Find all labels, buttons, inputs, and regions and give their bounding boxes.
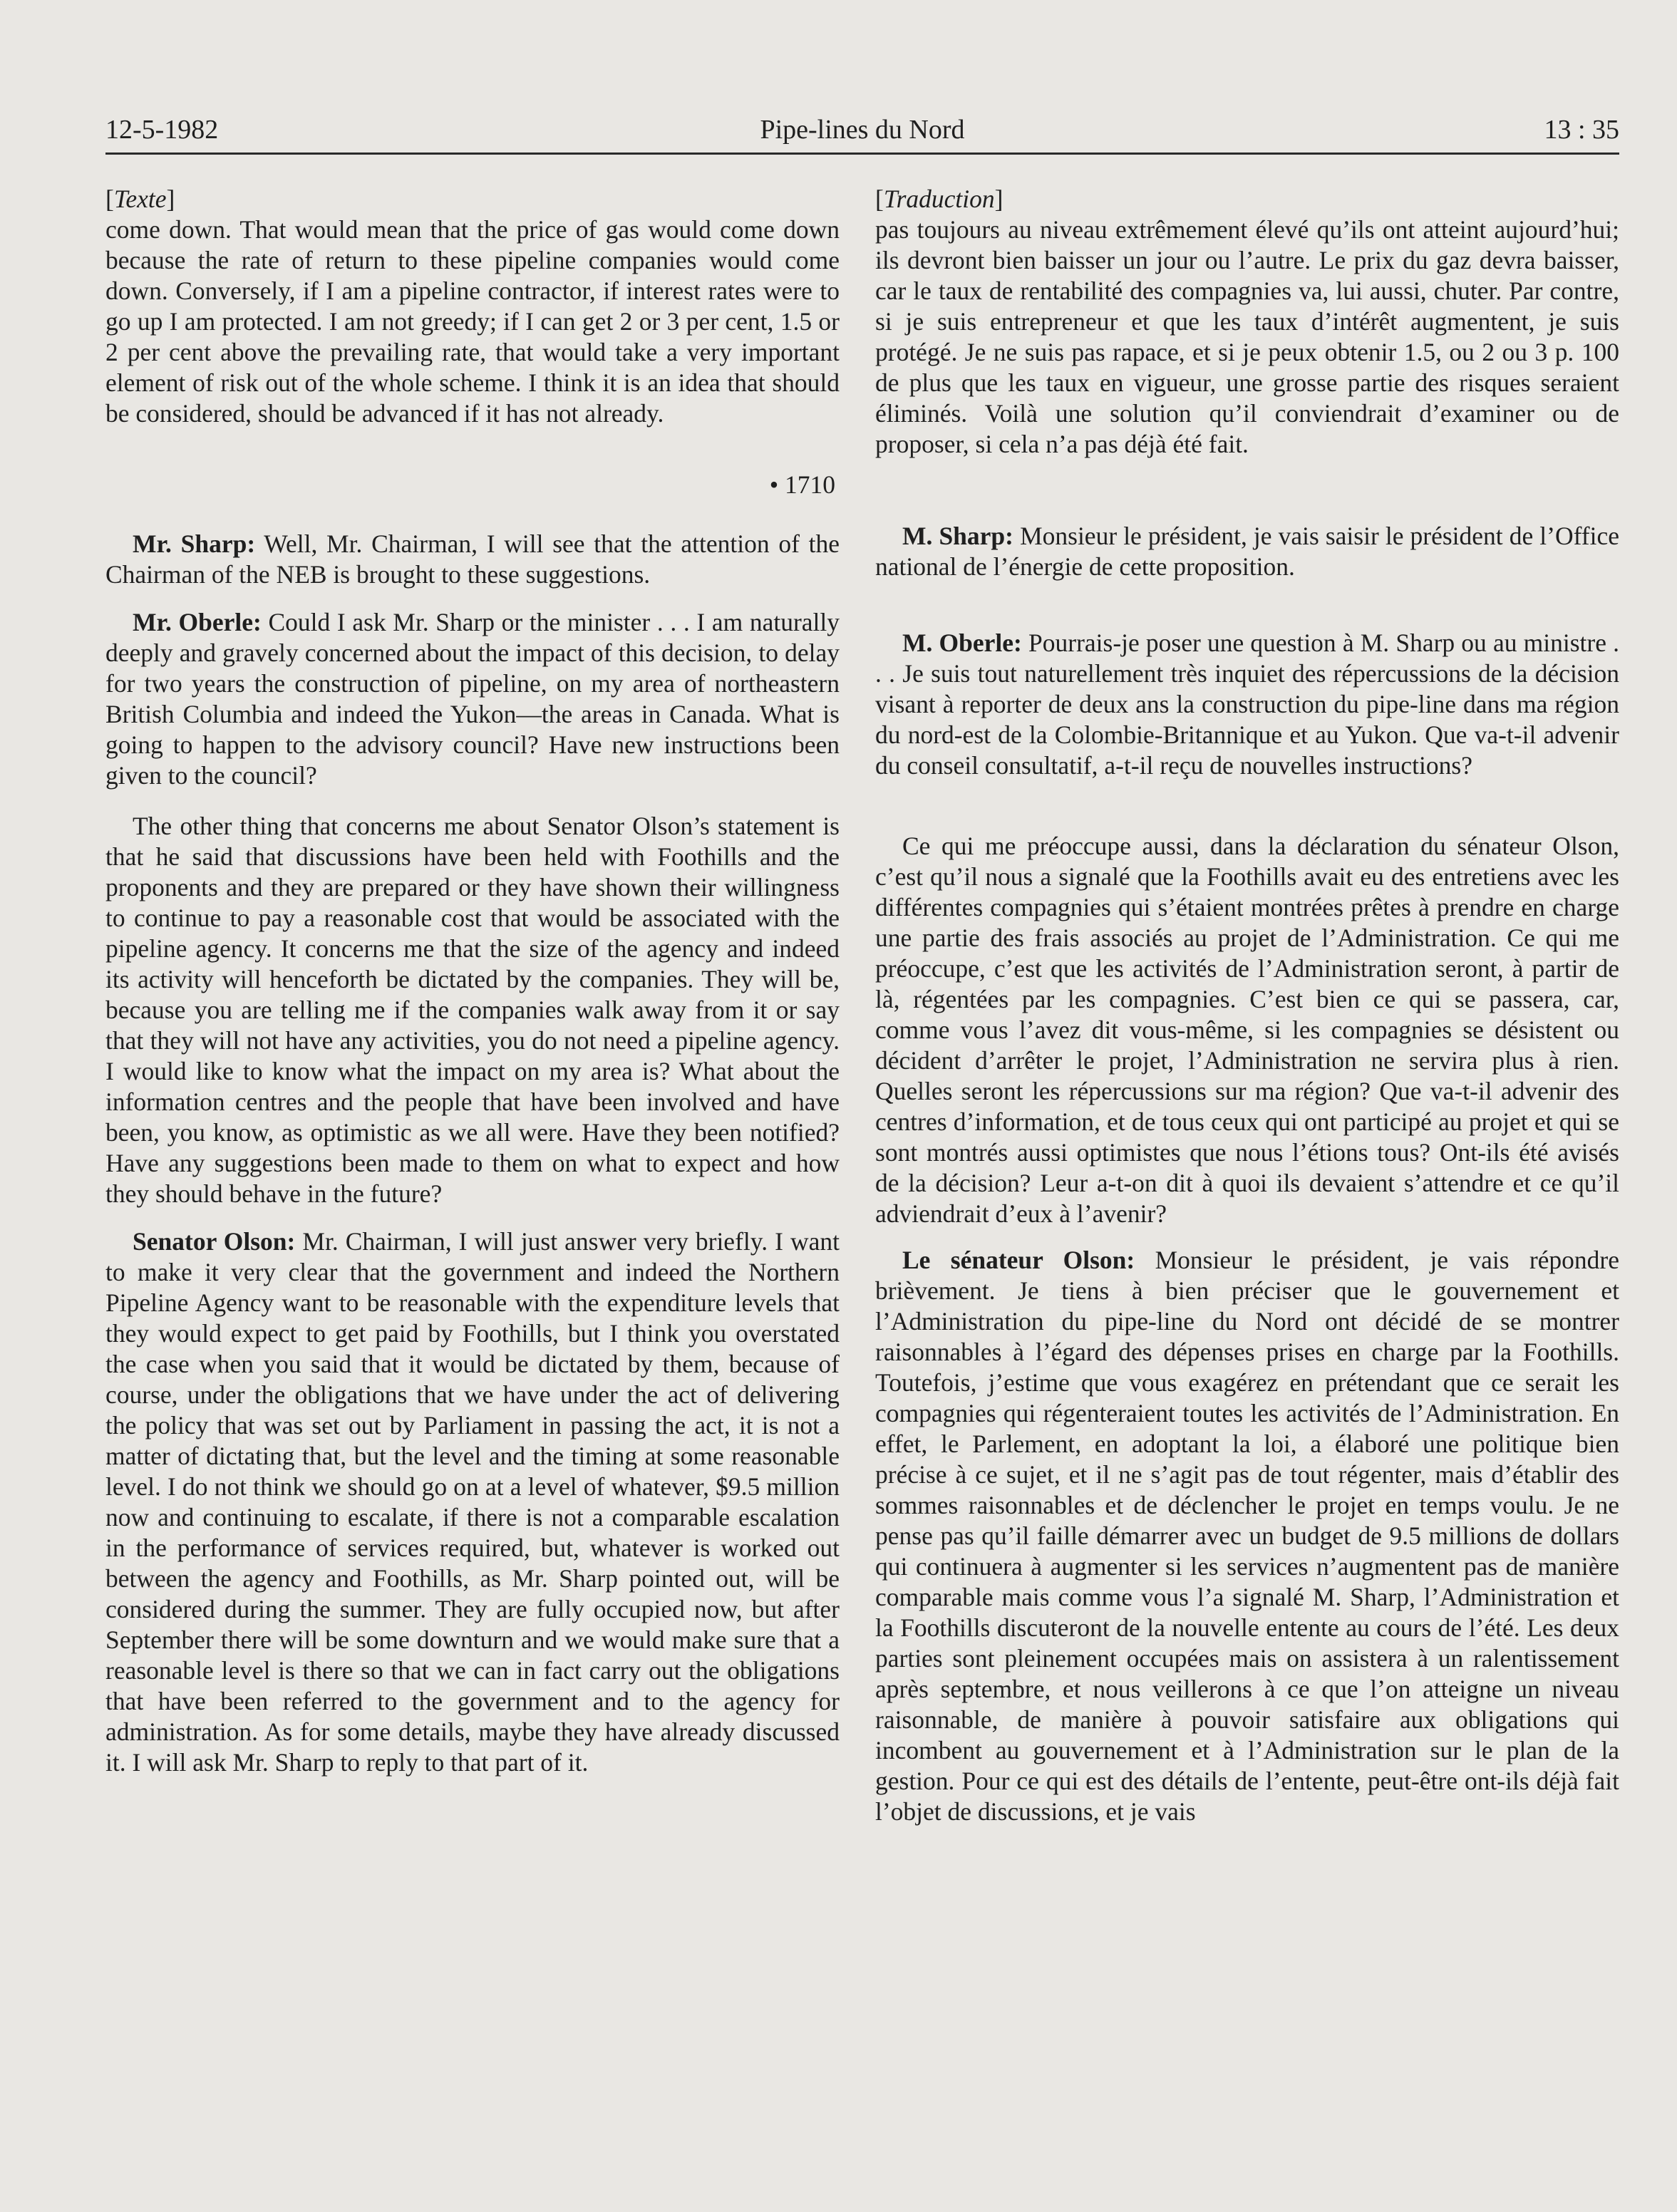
speaker-name: Senator Olson: xyxy=(133,1227,296,1256)
french-column xyxy=(875,184,1619,1827)
header-page-number: 13 : 35 xyxy=(1544,115,1619,145)
header-date: 12-5-1982 xyxy=(105,115,219,145)
speech-oberle-continued: The other thing that concerns me about Senator Olson’s statement is that he said that discussions have been held with Foothills and the proponents and they are prepared or they have shown their willingness to continue to pay a reasonable cost that would be associated with the pipeline agency. It concerns me that the size of the agency and indeed its activity will henceforth be dictated by the companies. They will be, because you are telling me if the companies walk away from it or say that they will not have any activities, you do not need a pipeline agency. I would like to know what the impact on my area is? What about the information centres and the people that have been involved and have been, you know, as optimistic as we all were. Have they been notified? Have any suggestions been made to them on what to expect and how they should behave in the future? xyxy=(105,812,840,1208)
speech-oberle xyxy=(105,607,840,791)
section-tag: [Traduction] xyxy=(875,185,1003,213)
section-tag: [Texte] xyxy=(105,185,175,213)
section-tag-label: Traduction xyxy=(883,185,995,213)
speaker-name: Mr. Sharp: xyxy=(133,529,256,558)
speech-olson xyxy=(105,1226,840,1778)
speaker-name: M. Sharp: xyxy=(902,522,1013,550)
speaker-name: M. Oberle: xyxy=(902,629,1022,657)
speaker-name: Mr. Oberle: xyxy=(133,608,262,636)
speaker-name: Le sénateur Olson: xyxy=(902,1246,1135,1274)
speech-sharp xyxy=(105,529,840,590)
paragraph-continuation: pas toujours au niveau extrêmement élevé qu’ils ont atteint aujourd’hui; ils devront bien baisser un jour ou l’autre. Le prix du gaz devra baisser, car le taux de rentabilité des compagnies va, lui aussi, chuter. Par contre, si je suis entrepreneur et que les taux d’intérêt augmentent, je suis protégé. Je ne suis pas rapace, et si je peux obtenir 1.5, ou 2 ou 3 p. 100 de plus que les taux en vigueur, une grosse partie des risques seraient éliminés. Voilà une solution qu’il conviendrait d’examiner ou de proposer, si cela n’a pas déjà été fait. xyxy=(875,215,1619,458)
paragraph-continuation: come down. That would mean that the price of gas would come down because the rate of return to these pipeline companies would come down. Conversely, if I am a pipeline contractor, if interest rates were to go up I am protected. I am not greedy; if I can get 2 or 3 per cent, 1.5 or 2 per cent above the prevailing rate, that would take a very important element of risk out of the whole scheme. I think it is an idea that should be considered, should be advanced if it has not already. xyxy=(105,215,840,428)
speech-oberle-continued: Ce qui me préoccupe aussi, dans la déclaration du sénateur Olson, c’est qu’il nous a signalé que la Foothills avait eu des entretiens avec les différentes compagnies qui s’étaient montrées prêtes à prendre en charge une partie des frais associés au projet de l’Administration. Ce qui me préoccupe, c’est que les activités de l’Administration seront, à partir de là, régentées par les compagnies. C’est bien ce qui se passera, car, comme vous l’avez dit vous-même, si les compagnies se désistent ou décident d’arrêter le projet, l’Administration ne servira plus à rien. Quelles seront les répercussions sur ma région? Que va-t-il advenir des centres d’information, et de tous ceux qui ont participé au projet et qui se sont montrés aussi optimistes que nous l’étions tous? Ont-ils été avisés de la décision? Leur a-t-on dit à quoi ils devaient s’attendre et ce qu’il adviendrait d’eux à l’avenir? xyxy=(875,832,1619,1228)
speech-text: Could I ask Mr. Sharp or the minister . . . I am naturally deeply and gravely concerned about the impact of this decision, to delay for two years the construction of pipeline, on my area of northeastern British Columbia and indeed the Yukon—the areas in Canada. What is going to happen to the advisory council? Have new instructions been given to the council? xyxy=(105,608,840,790)
speech-olson xyxy=(875,1245,1619,1827)
header-title: Pipe-lines du Nord xyxy=(760,115,965,145)
speech-text: Mr. Chairman, I will just answer very briefly. I want to make it very clear that the government and indeed the Northern Pipeline Agency want to be reasonable with the expenditure levels that they would expect to get paid by Foothills, but I think you overstated the case when you said that it would be dictated by them, because of course, under the obligations that we have under the act of delivering the policy that was set out by Parliament in passing the act, it is not a matter of dictating that, but the level and the timing at some reasonable level. I do not think we should go on at a level of whatever, $9.5 million now and continuing to escalate, if there is not a comparable escalation in the performance of services required, but, whatever is worked out between the agency and Foothills, as Mr. Sharp pointed out, will be considered during the summer. They are fully occupied now, but after September there will be some downturn and we would make sure that a reasonable level is there so that we can in fact carry out the obligations that have been referred to the government and to the agency for administration. As for some details, maybe they have already discussed it. I will ask Mr. Sharp to reply to that part of it. xyxy=(105,1227,840,1777)
speech-text: Well, Mr. Chairman, I will see that the attention of the Chairman of the NEB is brought to these suggestions. xyxy=(105,529,840,589)
time-marker: • 1710 xyxy=(769,470,835,499)
english-column xyxy=(105,184,840,1778)
speech-text: Monsieur le président, je vais répondre brièvement. Je tiens à bien préciser que le gouvernement et l’Administration du pipe-line du Nord ont décidé de se montrer raisonnables à l’égard des dépenses prises en charge par la Foothills. Toutefois, j’estime que vous exagérez en prétendant que ce serait les compagnies qui régenteraient toutes les activités de l’Administration. En effet, le Parlement, en adoptant la loi, a élaboré une politique bien précise à ce sujet, et il ne s’agit pas de tout régenter, mais d’établir des sommes raisonnables et de déclencher le projet en temps voulu. Je ne pense pas qu’il faille démarrer avec un budget de 9.5 millions de dollars qui continuera à augmenter si les services n’augmentent pas de manière comparable mais comme vous l’a signalé M. Sharp, l’Administration et la Foothills discuteront de la nouvelle entente au cours de l’été. Les deux parties sont pleinement occupées mais on assistera à un ralentissement après septembre, et nous veillerons à ce que l’on atteigne un niveau raisonnable, de manière à pouvoir satisfaire aux obligations qui incombent au gouvernement et à l’Administration sur le plan de la gestion. Pour ce qui est des détails de l’entente, peut-être ont-ils déjà fait l’objet de discussions, et je vais xyxy=(875,1246,1620,1826)
section-tag-label: Texte xyxy=(113,185,167,213)
speech-oberle xyxy=(875,628,1619,781)
speech-sharp xyxy=(875,521,1619,582)
running-header xyxy=(105,113,1619,155)
speech-text: Monsieur le président, je vais saisir le président de l’Office national de l’énergie de cette proposition. xyxy=(875,522,1619,581)
speech-text: Pourrais-je poser une question à M. Sharp ou au ministre . . . Je suis tout naturellement très inquiet des répercussions de la décision visant à reporter de deux ans la construction du pipe-line dans ma région du nord-est de la Colombie-Britannique et au Yukon. Que va-t-il advenir du conseil consultatif, a-t-il reçu de nouvelles instructions? xyxy=(875,629,1619,780)
